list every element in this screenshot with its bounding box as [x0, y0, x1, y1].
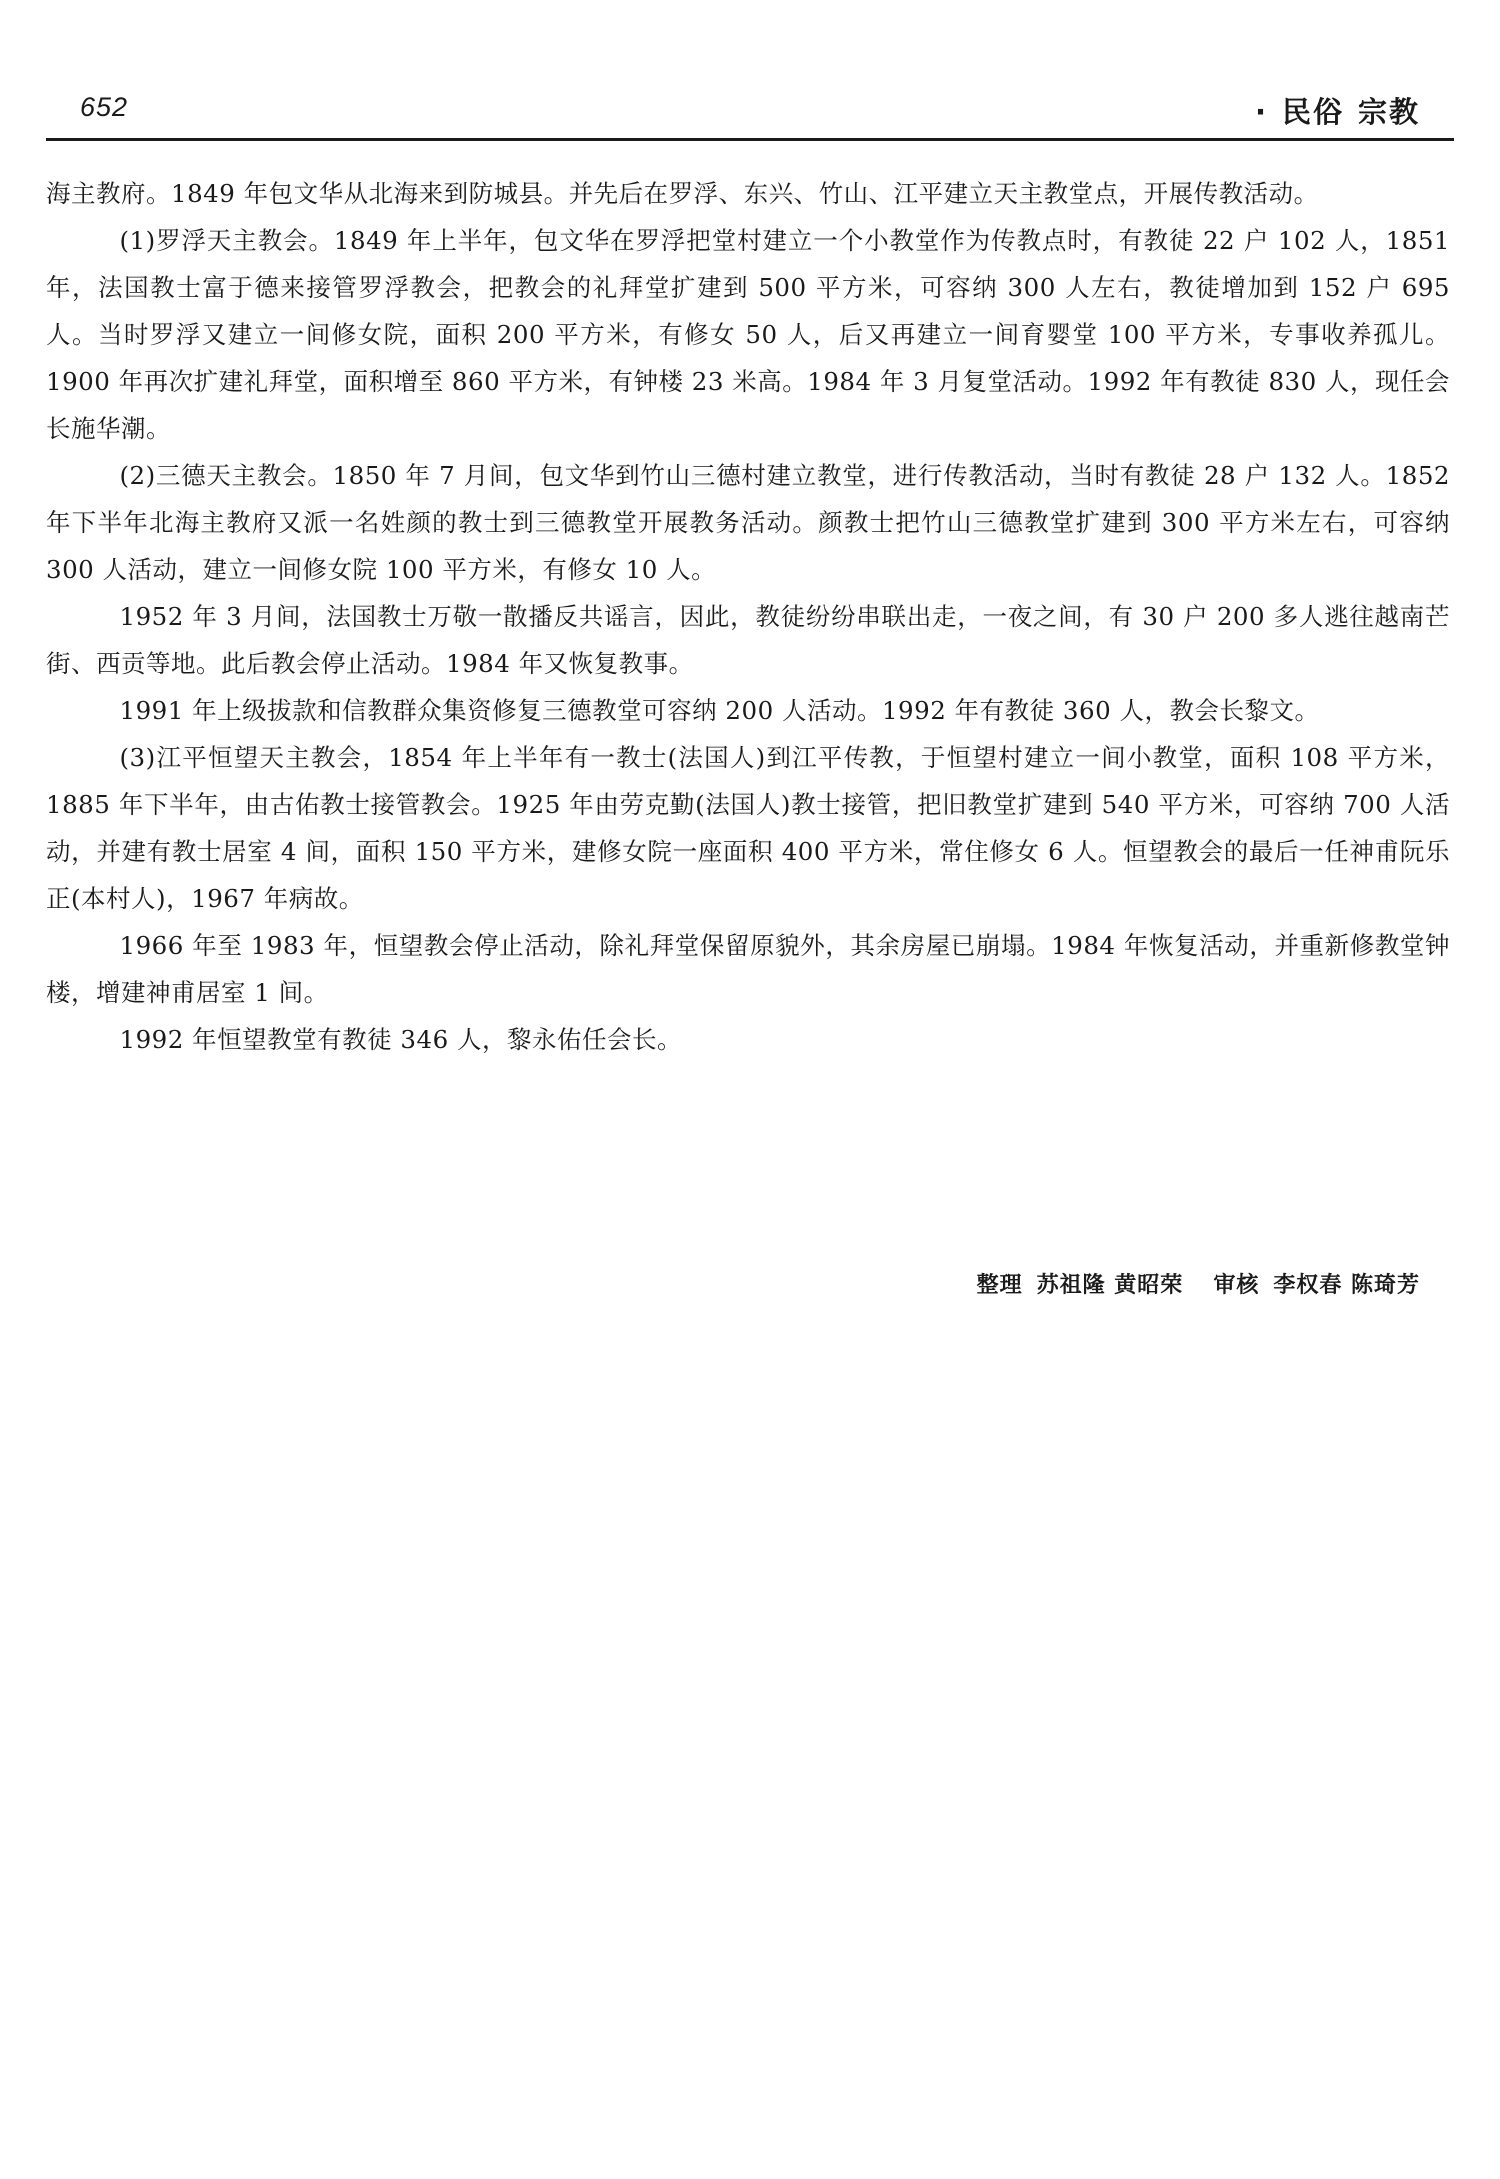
editor-label: 整理 — [976, 1273, 1023, 1298]
paragraph-5: 1991 年上级拔款和信教群众集资修复三德教堂可容纳 200 人活动。1992 年有教徒 360 人，教会长黎文。 — [119, 696, 1320, 725]
section-title-folk-customs: 民俗 — [1281, 95, 1344, 129]
paragraph-1: 海主教府。1849 年包文华从北海来到防城县。并先后在罗浮、东兴、竹山、江平建立天主教堂点，开展传教活动。 — [46, 179, 1319, 208]
reviewer-label: 审核 — [1213, 1273, 1260, 1298]
section-header — [1255, 90, 1420, 131]
reviewer-names: 李权春 陈琦芳 — [1273, 1273, 1420, 1298]
page-number: 652 — [80, 92, 129, 122]
editor-names: 苏祖隆 黄昭荣 — [1036, 1273, 1184, 1298]
editor-credit — [977, 1268, 1184, 1299]
body-text — [46, 170, 1450, 1063]
section-bullet: · — [1254, 95, 1268, 129]
paragraph-6: (3)江平恒望天主教会，1854 年上半年有一教士(法国人)到江平传教，于恒望村建立一间小教堂，面积 108 平方米，1885 年下半年，由古佑教士接管教会。1925 年由劳克勤(法国人)教士接管，把旧教堂扩建到 540 平方米，可容纳 700 人活动，并建有教士居室 4 间，面积 150 平方米，建修女院一座面积 400 平方米，常住修女 6 人。恒望教会的最后一任神甫阮乐正(本村人)，1967 年病故。 — [46, 743, 1450, 913]
paragraph-8: 1992 年恒望教堂有教徒 346 人，黎永佑任会长。 — [119, 1025, 682, 1054]
credits-line — [977, 1268, 1420, 1299]
reviewer-credit — [1213, 1268, 1420, 1299]
header-divider — [46, 138, 1454, 141]
paragraph-7: 1966 年至 1983 年，恒望教会停止活动，除礼拜堂保留原貌外，其余房屋已崩塌。1984 年恢复活动，并重新修教堂钟楼，增建神甫居室 1 间。 — [46, 931, 1450, 1007]
paragraph-4: 1952 年 3 月间，法国教士万敬一散播反共谣言，因此，教徒纷纷串联出走，一夜之间，有 30 户 200 多人逃往越南芒街、西贡等地。此后教会停止活动。1984 年又恢复教事。 — [46, 602, 1450, 678]
section-title-religion: 宗教 — [1357, 95, 1420, 129]
paragraph-3: (2)三德天主教会。1850 年 7 月间，包文华到竹山三德村建立教堂，进行传教活动，当时有教徒 28 户 132 人。1852 年下半年北海主教府又派一名姓颜的教士到三德教堂开展教务活动。颜教士把竹山三德教堂扩建到 300 平方米左右，可容纳 300 人活动，建立一间修女院 100 平方米，有修女 10 人。 — [46, 461, 1450, 584]
paragraph-2: (1)罗浮天主教会。1849 年上半年，包文华在罗浮把堂村建立一个小教堂作为传教点时，有教徒 22 户 102 人，1851 年，法国教士富于德来接管罗浮教会，把教会的礼拜堂扩建到 500 平方米，可容纳 300 人左右，教徒增加到 152 户 695 人。当时罗浮又建立一间修女院，面积 200 平方米，有修女 50 人，后又再建立一间育婴堂 100 平方米，专事收养孤儿。1900 年再次扩建礼拜堂，面积增至 860 平方米，有钟楼 23 米高。1984 年 3 月复堂活动。1992 年有教徒 830 人，现任会长施华潮。 — [46, 226, 1451, 443]
